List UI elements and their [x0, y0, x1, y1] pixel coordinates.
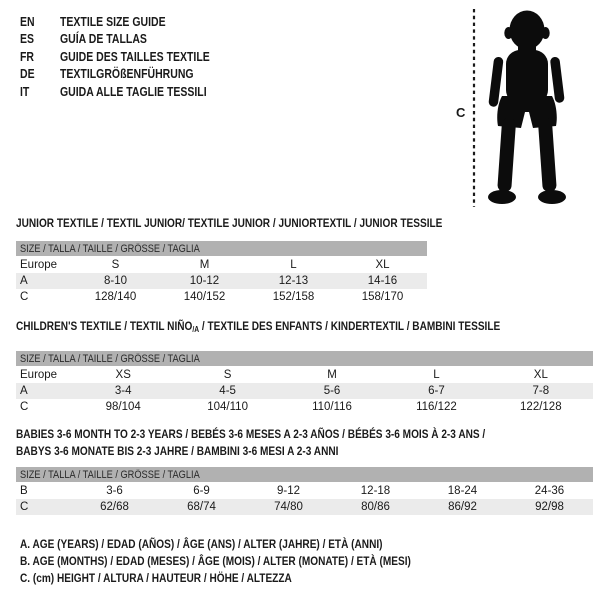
- language-title: GUIDA ALLE TAGLIE TESSILI: [60, 84, 207, 99]
- table-cell: 8-10: [103, 275, 128, 287]
- table-cell: 152/158: [272, 291, 315, 303]
- table-cell: 10-12: [189, 275, 220, 287]
- table-cell: 3-4: [114, 385, 132, 397]
- language-code: EN: [20, 14, 35, 29]
- row-label: A: [20, 275, 28, 287]
- table-cell: 116/122: [416, 401, 457, 413]
- table-row-age: [16, 273, 427, 289]
- table-row-europe: [16, 257, 427, 273]
- row-label: C: [20, 401, 29, 413]
- baby-silhouette: [488, 11, 566, 205]
- table-cell: 24-36: [534, 485, 565, 497]
- table-row-age: [16, 383, 593, 399]
- row-label: B: [20, 485, 28, 497]
- language-title: TEXTILGRÖßENFÜHRUNG: [60, 67, 194, 82]
- table-cell: 5-6: [323, 385, 341, 397]
- title-subscript: /A: [192, 325, 200, 334]
- measure-legend: [20, 535, 485, 587]
- legend-line-c: C. (cm) HEIGHT / ALTURA / HAUTEUR / HÖHE / ALTEZZA: [20, 570, 292, 585]
- language-title: GUIDE DES TAILLES TEXTILE: [60, 49, 210, 64]
- language-code: IT: [20, 84, 30, 99]
- size-header-band: SIZE / TALLA / TAILLE / GRÖSSE / TAGLIA: [16, 467, 593, 482]
- language-row-fr: [20, 48, 238, 66]
- language-row-it: [20, 83, 238, 101]
- legend-line-b: B. AGE (MONTHS) / EDAD (MESES) / ÂGE (MOIS) / ALTER (MONATE) / ETÀ (MESI): [20, 553, 411, 568]
- table-cell: 62/68: [100, 501, 129, 513]
- table-cell: 104/110: [207, 401, 248, 413]
- language-code: ES: [20, 32, 35, 47]
- figure-measure-label: C: [456, 105, 466, 120]
- row-label: Europe: [20, 369, 58, 381]
- row-label: Europe: [20, 259, 58, 271]
- size-table-children: [16, 320, 593, 415]
- table-cell: L: [433, 369, 440, 381]
- table-row-europe: [16, 367, 593, 383]
- language-title-list: [20, 13, 238, 101]
- language-row-de: [20, 66, 238, 84]
- table-cell: M: [199, 259, 210, 271]
- table-cell: 122/128: [520, 401, 562, 413]
- table-cell: 6-9: [193, 485, 210, 497]
- language-code: DE: [20, 67, 35, 82]
- table-cell: 86/92: [448, 501, 477, 513]
- table-title: JUNIOR TEXTILE / TEXTIL JUNIOR/ TEXTILE JUNIOR / JUNIORTEXTIL / JUNIOR TESSILE: [16, 216, 443, 230]
- size-header-band: SIZE / TALLA / TAILLE / GRÖSSE / TAGLIA: [16, 241, 427, 256]
- table-cell: 128/140: [94, 291, 137, 303]
- table-row-height: [16, 499, 593, 515]
- table-cell: 9-12: [276, 485, 301, 497]
- size-table-junior: [16, 216, 443, 305]
- table-cell: S: [111, 259, 120, 271]
- table-cell: 110/116: [312, 401, 352, 413]
- table-cell: 6-7: [428, 385, 445, 397]
- table-cell: M: [327, 369, 337, 381]
- table-cell: 68/74: [187, 501, 216, 513]
- legend-line-a: A. AGE (YEARS) / EDAD (AÑOS) / ÂGE (ANS) / ALTER (JAHRE) / ETÀ (ANNI): [20, 536, 383, 551]
- size-header-band: SIZE / TALLA / TAILLE / GRÖSSE / TAGLIA: [16, 351, 593, 366]
- table-title: CHILDREN'S TEXTILE / TEXTIL NIÑO/A / TEXTILE DES ENFANTS / KINDERTEXTIL / BAMBINI TESSILE: [16, 319, 501, 334]
- table-cell: 4-5: [219, 385, 236, 397]
- table-cell: XL: [533, 369, 548, 381]
- table-cell: 3-6: [106, 485, 123, 497]
- table-cell: XL: [375, 259, 390, 271]
- table-title: BABIES 3-6 MONTH TO 2-3 YEARS / BEBÉS 3-6 MESES A 2-3 AÑOS / BÉBÉS 3-6 MOIS À 2-3 ANS / BABYS 3-6 MONATE BIS 2-3 JAHRE / BAMBINI 3-6 MESI A 2-3 ANNI: [16, 427, 486, 458]
- table-cell: 14-16: [367, 275, 398, 287]
- table-cell: XS: [115, 369, 131, 381]
- table-cell: 80/86: [361, 501, 390, 513]
- language-code: FR: [20, 49, 35, 64]
- table-row-age-months: [16, 483, 593, 499]
- table-cell: 7-8: [532, 385, 550, 397]
- table-row-height: [16, 289, 427, 305]
- table-cell: S: [223, 369, 232, 381]
- table-cell: 18-24: [447, 485, 478, 497]
- table-cell: 74/80: [274, 501, 303, 513]
- table-cell: 158/170: [361, 291, 404, 303]
- table-cell: 98/104: [105, 401, 141, 413]
- row-label: A: [20, 385, 28, 397]
- language-title: TEXTILE SIZE GUIDE: [60, 14, 166, 29]
- language-row-es: [20, 31, 238, 49]
- row-label: C: [20, 501, 29, 513]
- table-cell: 12-18: [360, 485, 391, 497]
- language-title: GUÍA DE TALLAS: [60, 32, 147, 47]
- table-row-height: [16, 399, 593, 415]
- language-row-en: [20, 13, 238, 31]
- table-cell: 140/152: [183, 291, 226, 303]
- row-label: C: [20, 291, 29, 303]
- table-cell: 12-13: [278, 275, 309, 287]
- table-cell: 92/98: [535, 501, 564, 513]
- table-cell: L: [290, 259, 297, 271]
- size-table-babies: [16, 426, 593, 515]
